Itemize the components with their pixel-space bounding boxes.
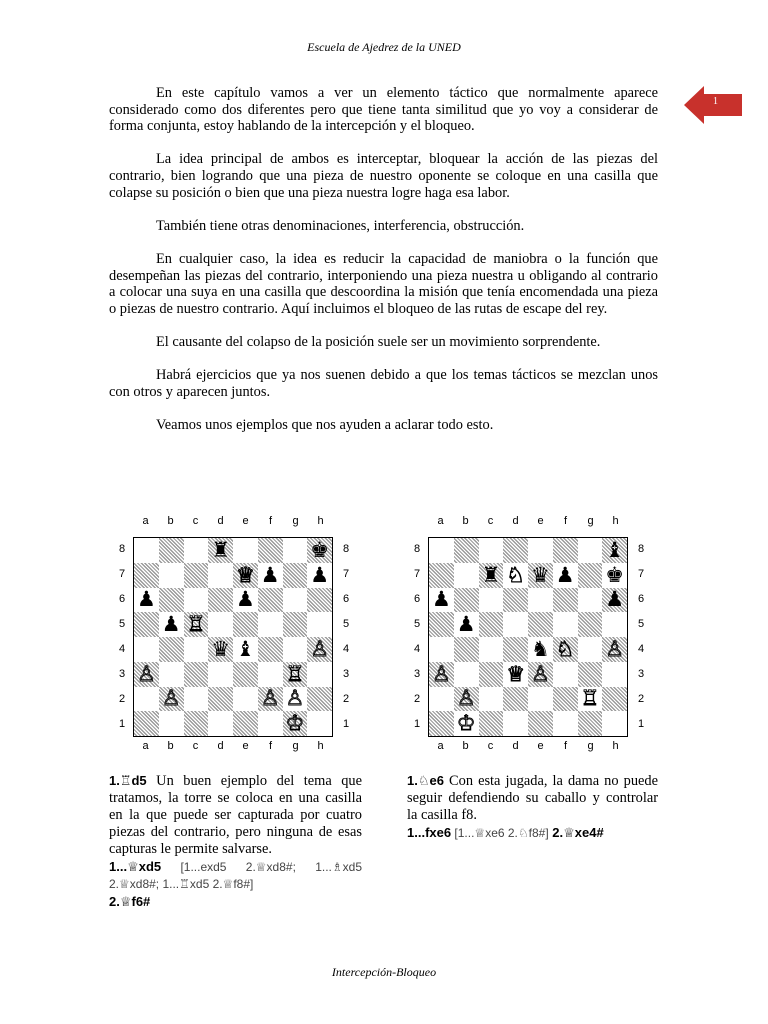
file-label: h [317,515,324,527]
square-f6 [258,588,283,613]
square-g3 [578,662,603,687]
chess-piece-icon: ♙ [431,661,451,686]
variations: [1...exd5 2.♕xd8#; 1...♗xd5 2.♕xd8#; 1...♖xd5 2.♕f8#] [109,860,362,891]
square-b6 [159,588,184,613]
square-f6 [553,588,578,613]
chess-piece-icon: ♚ [605,562,625,587]
paragraph: La idea principal de ambos es interceptar, bloquear la acción de las piezas del contrario, bien logrando que una pieza de nuestro oponente se coloque en una casilla que colapse su posición o bien que una pieza nuestra logre haga esa labor. [109,151,658,201]
square-g5 [283,612,308,637]
square-a6 [429,588,454,613]
chess-piece-icon: ♖ [285,661,305,686]
square-c3 [479,662,504,687]
paragraph: Habrá ejercicios que ya nos suenen debido a que los temas tácticos se mezclan unos con otros y aparecen juntos. [109,367,658,400]
square-g4 [283,637,308,662]
file-label: a [142,740,149,752]
page-footer: Intercepción-Bloqueo [331,965,437,979]
rank-label: 3 [638,668,645,680]
square-f1 [258,711,283,736]
square-h2 [602,687,627,712]
rank-label: 2 [638,693,645,705]
rank-label: 2 [414,693,421,705]
chess-piece-icon: ♙ [136,661,156,686]
square-g6 [283,588,308,613]
file-label: d [217,740,224,752]
square-c1 [479,711,504,736]
square-d7 [503,563,528,588]
square-f1 [553,711,578,736]
file-label: f [563,515,568,527]
rank-label: 5 [638,618,645,630]
chess-piece-icon: ♜ [211,537,231,562]
chess-piece-icon: ♛ [530,562,550,587]
square-b3 [159,662,184,687]
square-g1 [283,711,308,736]
square-c1 [184,711,209,736]
rank-label: 6 [343,593,350,605]
square-b8 [159,538,184,563]
square-g7 [578,563,603,588]
paragraph: Veamos unos ejemplos que nos ayuden a aclarar todo esto. [156,416,494,433]
paragraph: También tiene otras denominaciones, interferencia, obstrucción. [156,217,525,234]
square-g4 [578,637,603,662]
square-d8 [503,538,528,563]
square-d7 [208,563,233,588]
square-f8 [258,538,283,563]
square-a3 [134,662,159,687]
chess-piece-icon: ♖ [186,612,206,637]
square-e5 [528,612,553,637]
square-e7 [528,563,553,588]
square-e2 [528,687,553,712]
square-c7 [479,563,504,588]
file-label: a [437,515,444,527]
chess-piece-icon: ♟ [235,587,255,612]
square-d6 [208,588,233,613]
rank-label: 5 [414,618,421,630]
square-h1 [602,711,627,736]
file-label: f [563,740,568,752]
chess-piece-icon: ♚ [310,537,330,562]
square-f8 [553,538,578,563]
square-e8 [528,538,553,563]
square-e4 [528,637,553,662]
square-c4 [184,637,209,662]
file-label: g [292,740,299,752]
square-b1 [159,711,184,736]
file-label: a [142,515,149,527]
square-h4 [602,637,627,662]
file-label: e [242,740,249,752]
paragraph: En cualquier caso, la idea es reducir la capacidad de maniobra o la función que desempeñan las piezas del contrario, interponiendo una pieza nuestra u obligando al contrario a colocar una suya en una casilla que descoordina la misión que tenía encomendada una pieza o piezas de nuestro contrario. Aquí incluimos el bloqueo de las rutas de escape del rey. [109,250,658,317]
file-label: g [587,740,594,752]
square-g3 [283,662,308,687]
chess-piece-icon: ♕ [506,661,526,686]
square-d2 [503,687,528,712]
chess-piece-icon: ♟ [605,587,625,612]
square-b3 [454,662,479,687]
square-g8 [283,538,308,563]
rank-label: 2 [119,693,126,705]
file-label: d [512,740,519,752]
rank-label: 3 [343,668,350,680]
square-d1 [503,711,528,736]
square-c2 [184,687,209,712]
solution-text: Con esta jugada, la dama no puede seguir defendiendo su caballo y controlar la casilla f8. [407,773,658,823]
rank-labels [343,537,349,737]
reply-move: 1...♕xd5 [109,859,162,874]
chess-piece-icon: ♔ [456,711,476,736]
square-e3 [233,662,258,687]
solution-2 [407,772,658,842]
square-a5 [134,612,159,637]
rank-label: 8 [343,543,350,555]
key-move: 1.♖d5 [109,773,147,788]
square-h1 [307,711,332,736]
square-a4 [429,637,454,662]
square-c6 [184,588,209,613]
square-a2 [134,687,159,712]
rank-label: 4 [343,643,350,655]
rank-label: 1 [638,718,645,730]
square-h2 [307,687,332,712]
square-f4 [553,637,578,662]
rank-label: 3 [414,668,421,680]
square-d5 [208,612,233,637]
square-b8 [454,538,479,563]
square-e4 [233,637,258,662]
reply-move: 1...fxe6 [407,825,452,840]
square-d6 [503,588,528,613]
square-b2 [159,687,184,712]
chess-piece-icon: ♟ [136,587,156,612]
rank-label: 3 [119,668,126,680]
square-a6 [134,588,159,613]
square-c4 [479,637,504,662]
square-a8 [429,538,454,563]
file-label: f [268,740,273,752]
square-a4 [134,637,159,662]
rank-label: 8 [119,543,126,555]
chess-piece-icon: ♙ [530,661,550,686]
mate-move: 2.♕xe4# [548,825,604,840]
file-label: d [217,515,224,527]
file-label: h [317,740,324,752]
file-label: e [537,515,544,527]
square-f7 [553,563,578,588]
square-c8 [479,538,504,563]
rank-labels [414,537,420,737]
chess-piece-icon: ♟ [310,562,330,587]
square-b2 [454,687,479,712]
square-c8 [184,538,209,563]
file-label: c [192,515,199,527]
square-a7 [134,563,159,588]
body-text [109,85,658,450]
page-number: 1 [713,96,718,107]
square-f2 [553,687,578,712]
square-h3 [602,662,627,687]
square-h4 [307,637,332,662]
square-h8 [602,538,627,563]
file-label: d [512,515,519,527]
chess-piece-icon: ♝ [605,537,625,562]
square-h5 [602,612,627,637]
square-h7 [307,563,332,588]
rank-label: 4 [638,643,645,655]
file-label: g [587,515,594,527]
square-g1 [578,711,603,736]
square-e6 [528,588,553,613]
square-e2 [233,687,258,712]
square-c3 [184,662,209,687]
chess-board [133,537,333,737]
square-a3 [429,662,454,687]
rank-label: 1 [414,718,421,730]
square-f2 [258,687,283,712]
chess-piece-icon: ♟ [161,612,181,637]
square-a8 [134,538,159,563]
chess-piece-icon: ♜ [481,562,501,587]
square-d2 [208,687,233,712]
rank-label: 2 [343,693,350,705]
paragraph: En este capítulo vamos a ver un elemento táctico que normalmente aparece considerado como dos diferentes pero que tiene tanta similitud que yo voy a considerar de forma conjunta, estoy hablando de la intercepción y el bloqueo. [109,85,658,135]
file-label: h [612,515,619,527]
file-label: c [192,740,199,752]
chess-piece-icon: ♙ [161,686,181,711]
chess-piece-icon: ♝ [235,636,255,661]
square-g7 [283,563,308,588]
file-label: b [167,740,174,752]
rank-label: 6 [638,593,645,605]
chess-piece-icon: ♙ [260,686,280,711]
square-e3 [528,662,553,687]
square-h6 [602,588,627,613]
square-h6 [307,588,332,613]
square-e5 [233,612,258,637]
square-g6 [578,588,603,613]
file-label: f [268,515,273,527]
file-label: c [487,515,494,527]
square-f3 [258,662,283,687]
square-f5 [553,612,578,637]
square-a1 [134,711,159,736]
rank-labels [638,537,644,737]
rank-labels [119,537,125,737]
file-labels [133,740,333,752]
variations: [1...♕xe6 2.♘f8#] [451,826,549,840]
file-label: b [462,740,469,752]
square-e8 [233,538,258,563]
square-d4 [208,637,233,662]
square-f5 [258,612,283,637]
key-move: 1.♘e6 [407,773,444,788]
chess-piece-icon: ♔ [285,711,305,736]
chess-piece-icon: ♘ [506,562,526,587]
square-a2 [429,687,454,712]
square-g2 [283,687,308,712]
chess-piece-icon: ♙ [605,636,625,661]
rank-label: 5 [343,618,350,630]
square-d1 [208,711,233,736]
rank-label: 4 [119,643,126,655]
square-b7 [454,563,479,588]
square-g2 [578,687,603,712]
chess-piece-icon: ♘ [555,636,575,661]
mate-move: 2.♕f6# [109,894,151,909]
square-b4 [454,637,479,662]
square-g5 [578,612,603,637]
square-b4 [159,637,184,662]
square-e1 [528,711,553,736]
square-f3 [553,662,578,687]
chess-diagram-1 [109,513,359,763]
chess-piece-icon: ♟ [456,612,476,637]
square-d3 [503,662,528,687]
square-h3 [307,662,332,687]
chess-diagram-2 [404,513,654,763]
solution-text: Un buen ejemplo del tema que tratamos, la torre se coloca en una casilla en la que puede ser capturada por cuatro piezas del contrario, pero ninguna de esas capturas le permite salvarse. [109,773,362,857]
square-d3 [208,662,233,687]
square-h8 [307,538,332,563]
paragraph: El causante del colapso de la posición suele ser un movimiento sorprendente. [156,333,601,350]
file-label: b [462,515,469,527]
square-c6 [479,588,504,613]
square-c2 [479,687,504,712]
file-labels [133,515,333,527]
file-label: a [437,740,444,752]
square-f7 [258,563,283,588]
chess-piece-icon: ♖ [580,686,600,711]
rank-label: 8 [638,543,645,555]
file-labels [428,740,628,752]
rank-label: 7 [414,568,421,580]
rank-label: 6 [414,593,421,605]
chess-piece-icon: ♙ [310,636,330,661]
square-b1 [454,711,479,736]
rank-label: 1 [119,718,126,730]
square-c5 [479,612,504,637]
square-h5 [307,612,332,637]
square-c7 [184,563,209,588]
rank-label: 7 [119,568,126,580]
square-e6 [233,588,258,613]
square-f4 [258,637,283,662]
square-b6 [454,588,479,613]
file-labels [428,515,628,527]
square-b5 [454,612,479,637]
chess-piece-icon: ♟ [260,562,280,587]
square-b7 [159,563,184,588]
chess-piece-icon: ♞ [530,636,550,661]
chess-piece-icon: ♛ [211,636,231,661]
chess-piece-icon: ♟ [431,587,451,612]
square-a7 [429,563,454,588]
file-label: g [292,515,299,527]
file-label: e [537,740,544,752]
page-header: Escuela de Ajedrez de la UNED [307,40,461,54]
square-d4 [503,637,528,662]
chess-piece-icon: ♟ [555,562,575,587]
chess-piece-icon: ♙ [285,686,305,711]
rank-label: 7 [638,568,645,580]
rank-label: 4 [414,643,421,655]
square-a1 [429,711,454,736]
square-b5 [159,612,184,637]
square-a5 [429,612,454,637]
chess-piece-icon: ♙ [456,686,476,711]
square-d8 [208,538,233,563]
chess-piece-icon: ♕ [235,562,255,587]
solution-1 [109,772,362,911]
file-label: e [242,515,249,527]
square-g8 [578,538,603,563]
rank-label: 5 [119,618,126,630]
square-c5 [184,612,209,637]
rank-label: 6 [119,593,126,605]
rank-label: 1 [343,718,350,730]
rank-label: 7 [343,568,350,580]
file-label: c [487,740,494,752]
square-e1 [233,711,258,736]
square-h7 [602,563,627,588]
square-e7 [233,563,258,588]
square-d5 [503,612,528,637]
file-label: b [167,515,174,527]
chess-board [428,537,628,737]
file-label: h [612,740,619,752]
rank-label: 8 [414,543,421,555]
